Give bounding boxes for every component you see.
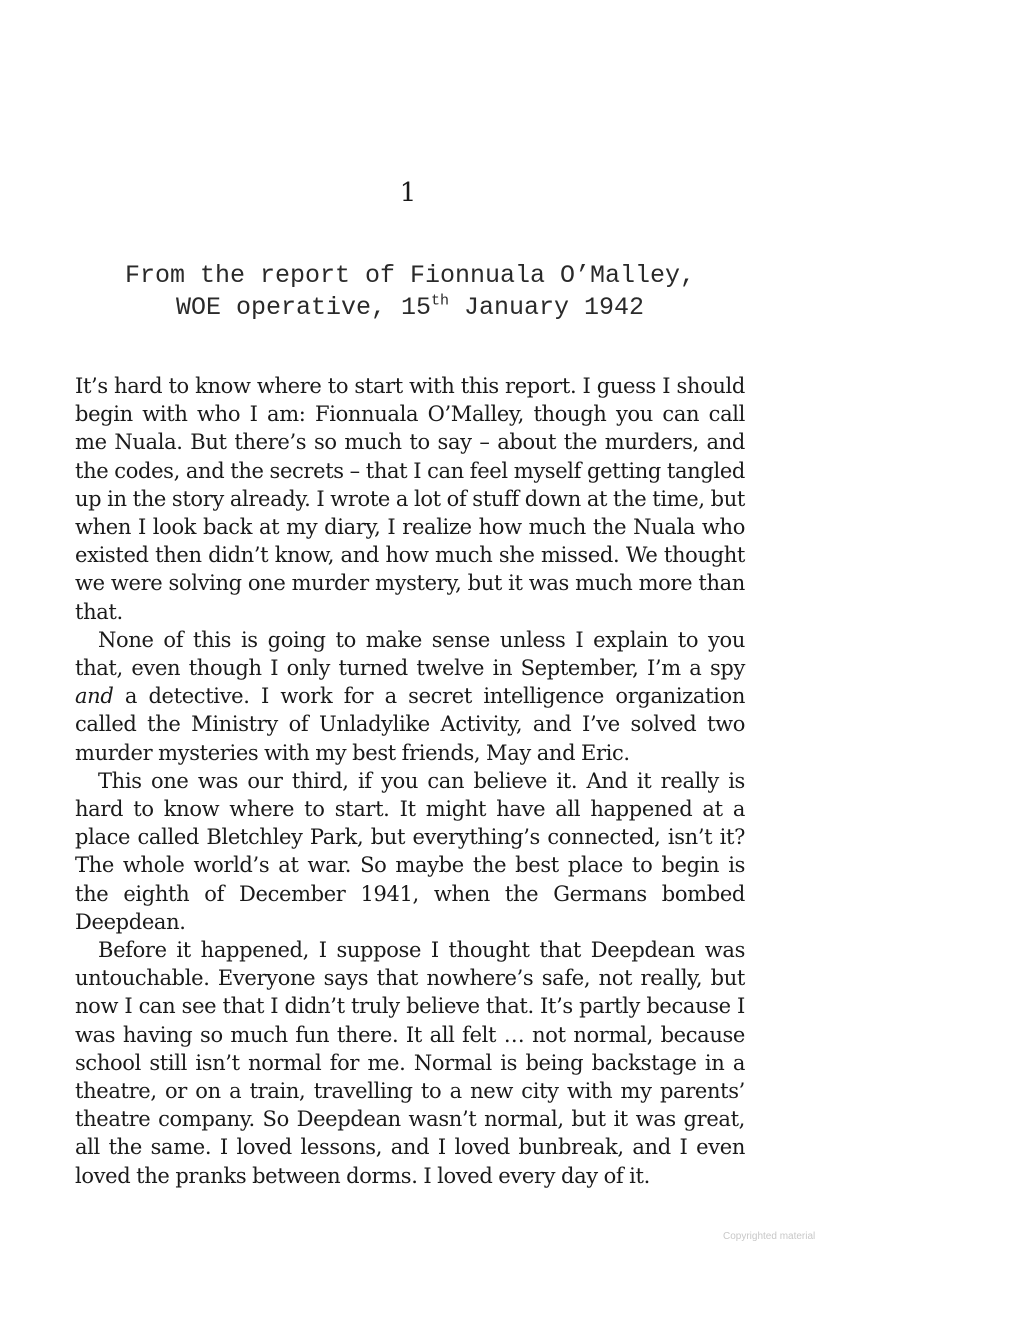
heading-date-ordinal: th: [430, 292, 449, 310]
paragraph-2-end: a detective. I work for a secret intelligence organization called the Ministry of Unladylike Activity, and I’ve solved two murder mysteries with my best friends, May and Eric.: [75, 684, 745, 765]
paragraph-2-emphasis: and: [75, 684, 114, 709]
paragraph-2-start: None of this is going to make sense unless I explain to you that, even though I only turned twelve in September, I’m a spy: [75, 627, 745, 681]
paragraph-2: [75, 626, 745, 767]
paragraph-4: Before it happened, I suppose I thought that Deepdean was untouchable. Everyone says that nowhere’s safe, not really, but now I can see that I didn’t truly believe that. It’s partly because I was having so much fun there. It all felt … not normal, because school still isn’t normal for me. Normal is being backstage in a theatre, or on a train, travelling to a new city with my parents’ theatre company. So Deepdean wasn’t normal, but it was great, all the same. I loved lessons, and I loved bunbreak, and I even loved the pranks between dorms. I loved every day of it.: [75, 938, 745, 1188]
chapter-number: 1: [399, 178, 417, 208]
chapter-heading-line-2: [60, 292, 760, 324]
copyright-watermark: Copyrighted material: [723, 1231, 816, 1242]
chapter-heading-line-1: From the report of Fionnuala O’Malley,: [124, 261, 696, 290]
body-text: [75, 372, 745, 1190]
heading-date-prefix: WOE operative, 15: [175, 293, 431, 322]
chapter-heading: [60, 260, 760, 324]
heading-date-suffix: January 1942: [449, 293, 645, 322]
paragraph-3: This one was our third, if you can believe it. And it really is hard to know where to start. It might have all happened at a place called Bletchley Park, but everything’s connected, isn’t it? The whole world’s at war. So maybe the best place to begin is the eighth of December 1941, when the Germans bombed Deepdean.: [75, 768, 745, 934]
paragraph-1: It’s hard to know where to start with this report. I guess I should begin with who I am: Fionnuala O’Malley, though you can call me Nuala. But there’s so much to say – about the murders, and the codes, and the secrets – that I can feel myself getting tangled up in the story already. I wrote a lot of stuff down at the time, but when I look back at my diary, I realize how much the Nuala who existed then didn’t know, and how much she missed. We thought we were solving one murder mystery, but it was much more than that.: [75, 374, 745, 624]
